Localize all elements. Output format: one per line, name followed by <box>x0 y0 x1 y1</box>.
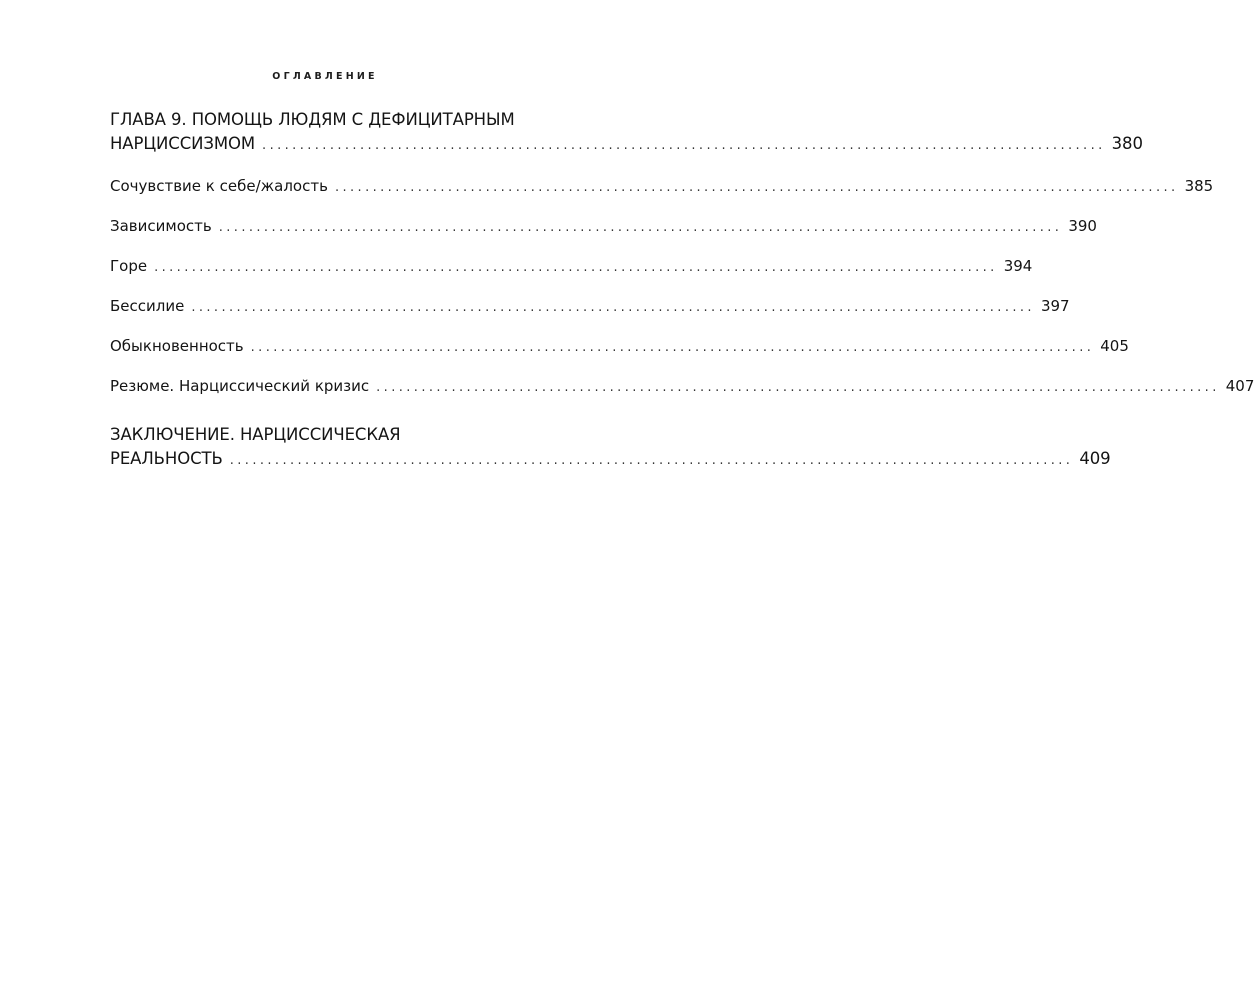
dot-leader: ................................................................................................................ <box>218 220 1063 235</box>
section-title: Обыкновенность <box>110 337 244 355</box>
section-title: Горе <box>110 257 148 275</box>
chapter-title-line-2: НАРЦИССИЗМОМ <box>110 134 256 153</box>
dot-leader: ................................................................................................................ <box>376 380 1220 395</box>
section-title: Резюме. Нарциссический кризис <box>110 377 370 395</box>
dot-leader: ................................................................................................................ <box>229 453 1074 468</box>
dot-leader: ................................................................................................................ <box>154 260 998 275</box>
dot-leader: ................................................................................................................ <box>250 340 1095 355</box>
toc-entry-section[interactable] <box>110 256 1033 276</box>
table-of-contents <box>110 108 1254 471</box>
page-number: 409 <box>1079 449 1111 468</box>
toc-entry-section[interactable] <box>110 336 1129 356</box>
page-number: 397 <box>1040 297 1070 315</box>
toc-entry-section[interactable] <box>110 296 1070 316</box>
toc-entry-conclusion[interactable] <box>110 423 1111 471</box>
page-number: 407 <box>1225 377 1254 395</box>
page-number: 380 <box>1111 134 1143 153</box>
section-title: Бессилие <box>110 297 185 315</box>
running-head: ОГЛАВЛЕНИЕ <box>272 71 378 82</box>
dot-leader: ................................................................................................................ <box>262 138 1106 153</box>
chapter-title-line-1: ЗАКЛЮЧЕНИЕ. НАРЦИССИЧЕСКАЯ <box>110 425 401 444</box>
page-number: 390 <box>1068 217 1097 235</box>
toc-entry-chapter-9[interactable] <box>110 108 1143 156</box>
toc-entry-section[interactable] <box>110 176 1214 196</box>
toc-entry-section[interactable] <box>110 216 1097 236</box>
section-title: Зависимость <box>110 217 212 235</box>
toc-entry-section[interactable] <box>110 376 1254 396</box>
dot-leader: ................................................................................................................ <box>191 300 1035 315</box>
page-number: 394 <box>1003 257 1033 275</box>
page-number: 405 <box>1100 337 1129 355</box>
dot-leader: ................................................................................................................ <box>334 180 1179 195</box>
chapter-title-line-2: РЕАЛЬНОСТЬ <box>110 449 223 468</box>
page-number: 385 <box>1184 177 1214 195</box>
chapter-title-line-1: ГЛАВА 9. ПОМОЩЬ ЛЮДЯМ С ДЕФИЦИТАРНЫМ <box>110 110 515 129</box>
section-title: Сочувствие к себе/жалость <box>110 177 328 195</box>
